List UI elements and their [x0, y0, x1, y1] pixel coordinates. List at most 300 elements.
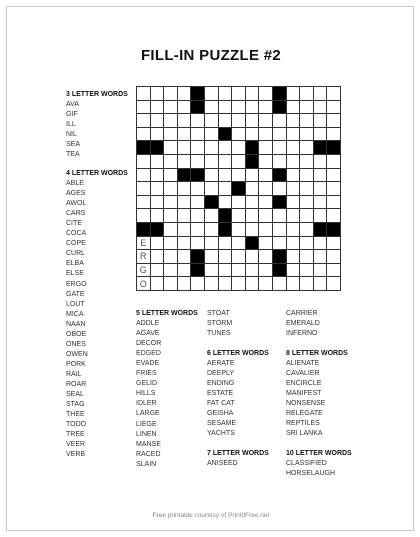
- word-list-item: DECOR: [136, 340, 162, 348]
- grid-cell[interactable]: [259, 128, 273, 142]
- grid-cell[interactable]: [314, 169, 328, 183]
- grid-cell[interactable]: [151, 114, 165, 128]
- grid-cell[interactable]: [137, 128, 151, 142]
- word-list-item: AGAVE: [136, 330, 160, 338]
- grid-cell[interactable]: [219, 141, 233, 155]
- word-list-item: STAG: [66, 401, 85, 409]
- grid-cell[interactable]: [246, 182, 260, 196]
- grid-block: [314, 223, 328, 237]
- grid-cell[interactable]: [314, 209, 328, 223]
- grid-cell[interactable]: [178, 237, 192, 251]
- grid-cell[interactable]: [259, 141, 273, 155]
- word-list-item: TREE: [66, 431, 85, 439]
- word-list-item: RELEGATE: [286, 410, 323, 418]
- grid-cell[interactable]: [246, 169, 260, 183]
- grid-cell[interactable]: [164, 155, 178, 169]
- grid-cell[interactable]: R: [137, 250, 151, 264]
- grid-cell[interactable]: [232, 209, 246, 223]
- grid-cell[interactable]: [151, 209, 165, 223]
- grid-block: [205, 196, 219, 210]
- word-list-item: ELSE: [66, 270, 84, 278]
- grid-cell[interactable]: [205, 155, 219, 169]
- puzzle-grid: [136, 86, 341, 291]
- word-list-item: VERB: [66, 451, 86, 459]
- grid-cell[interactable]: [273, 209, 287, 223]
- grid-cell[interactable]: [219, 264, 233, 278]
- word-list-item: RACED: [136, 450, 161, 458]
- grid-cell[interactable]: [259, 223, 273, 237]
- grid-cell[interactable]: [191, 128, 205, 142]
- grid-cell[interactable]: [259, 169, 273, 183]
- grid-cell[interactable]: [273, 182, 287, 196]
- grid-cell[interactable]: [300, 223, 314, 237]
- grid-cell[interactable]: [178, 128, 192, 142]
- grid-cell[interactable]: [205, 277, 219, 291]
- grid-cell[interactable]: [219, 182, 233, 196]
- grid-cell[interactable]: [246, 250, 260, 264]
- grid-cell[interactable]: [191, 209, 205, 223]
- four-letter-word-list: [66, 169, 128, 460]
- word-list-item: YACHTS: [207, 430, 235, 438]
- word-list-item: GATE: [66, 290, 85, 298]
- word-list-item: FAT CAT: [207, 400, 235, 408]
- grid-cell[interactable]: [327, 264, 341, 278]
- grid-cell[interactable]: [273, 237, 287, 251]
- word-list-header: 4 LETTER WORDS: [66, 170, 128, 177]
- grid-cell[interactable]: [246, 114, 260, 128]
- grid-cell[interactable]: [287, 209, 301, 223]
- grid-block: [273, 196, 287, 210]
- grid-cell[interactable]: [219, 196, 233, 210]
- grid-cell[interactable]: [191, 237, 205, 251]
- grid-block: [178, 169, 192, 183]
- grid-cell[interactable]: [151, 101, 165, 115]
- grid-cell[interactable]: [300, 87, 314, 101]
- grid-cell[interactable]: [232, 155, 246, 169]
- grid-cell[interactable]: [178, 264, 192, 278]
- grid-cell[interactable]: [191, 223, 205, 237]
- grid-cell[interactable]: [314, 250, 328, 264]
- grid-cell[interactable]: [219, 101, 233, 115]
- grid-cell[interactable]: [287, 101, 301, 115]
- grid-cell[interactable]: [314, 277, 328, 291]
- grid-cell[interactable]: [327, 128, 341, 142]
- word-list-item: HILLS: [136, 390, 156, 398]
- grid-cell[interactable]: [219, 155, 233, 169]
- grid-cell[interactable]: [273, 277, 287, 291]
- grid-cell[interactable]: G: [137, 264, 151, 278]
- grid-cell[interactable]: [246, 87, 260, 101]
- word-list-item: ERGO: [66, 280, 87, 288]
- grid-cell[interactable]: [246, 223, 260, 237]
- grid-block: [191, 101, 205, 115]
- grid-cell[interactable]: [287, 141, 301, 155]
- grid-cell[interactable]: [178, 209, 192, 223]
- grid-cell[interactable]: [300, 169, 314, 183]
- grid-cell[interactable]: [205, 250, 219, 264]
- grid-cell[interactable]: [205, 169, 219, 183]
- seven-letter-word-list-continued: [286, 309, 320, 339]
- grid-cell[interactable]: [232, 250, 246, 264]
- grid-cell[interactable]: [259, 155, 273, 169]
- word-list-header: 5 LETTER WORDS: [136, 310, 198, 317]
- grid-cell[interactable]: [287, 277, 301, 291]
- grid-cell[interactable]: [259, 250, 273, 264]
- grid-cell[interactable]: [191, 182, 205, 196]
- grid-cell[interactable]: [314, 237, 328, 251]
- grid-cell[interactable]: [232, 87, 246, 101]
- grid-cell[interactable]: [259, 237, 273, 251]
- grid-cell[interactable]: [259, 196, 273, 210]
- grid-cell[interactable]: [164, 87, 178, 101]
- grid-block: [232, 182, 246, 196]
- grid-cell[interactable]: [151, 182, 165, 196]
- grid-cell[interactable]: [178, 141, 192, 155]
- grid-block: [273, 101, 287, 115]
- grid-cell[interactable]: [246, 277, 260, 291]
- grid-cell[interactable]: [327, 209, 341, 223]
- grid-cell[interactable]: [314, 87, 328, 101]
- word-list-item: TODO: [66, 421, 87, 429]
- grid-block: [191, 87, 205, 101]
- puzzle-sheet: [6, 6, 414, 531]
- grid-cell[interactable]: [191, 277, 205, 291]
- grid-cell[interactable]: [300, 114, 314, 128]
- grid-cell[interactable]: [151, 128, 165, 142]
- grid-cell[interactable]: [151, 196, 165, 210]
- grid-cell[interactable]: [287, 223, 301, 237]
- grid-block: [151, 223, 165, 237]
- word-list-item: HORSELAUGH: [286, 470, 336, 478]
- word-list-item: CARRIER: [286, 310, 318, 317]
- grid-cell[interactable]: [164, 101, 178, 115]
- grid-cell[interactable]: [300, 141, 314, 155]
- grid-cell[interactable]: [273, 141, 287, 155]
- word-list-item: ENDING: [207, 380, 235, 388]
- grid-cell[interactable]: [287, 87, 301, 101]
- grid-cell[interactable]: [205, 141, 219, 155]
- word-list-item: ILL: [66, 121, 76, 129]
- grid-cell[interactable]: [205, 237, 219, 251]
- grid-block: [327, 141, 341, 155]
- grid-cell[interactable]: [246, 128, 260, 142]
- grid-cell[interactable]: [287, 237, 301, 251]
- grid-cell[interactable]: [327, 250, 341, 264]
- grid-cell[interactable]: [259, 87, 273, 101]
- grid-cell[interactable]: [232, 237, 246, 251]
- grid-block: [273, 169, 287, 183]
- grid-cell[interactable]: [205, 87, 219, 101]
- grid-cell[interactable]: [232, 128, 246, 142]
- grid-cell[interactable]: [259, 277, 273, 291]
- grid-cell[interactable]: [327, 169, 341, 183]
- word-list-item: THEE: [66, 411, 85, 419]
- grid-cell[interactable]: [314, 128, 328, 142]
- grid-cell[interactable]: [178, 101, 192, 115]
- word-list-item: EDGED: [136, 350, 161, 358]
- grid-cell[interactable]: [314, 196, 328, 210]
- grid-block: [314, 141, 328, 155]
- word-list-item: TEA: [66, 151, 80, 159]
- grid-cell[interactable]: [164, 182, 178, 196]
- grid-cell[interactable]: [327, 237, 341, 251]
- word-list-header: 6 LETTER WORDS: [207, 350, 269, 357]
- grid-cell[interactable]: [246, 209, 260, 223]
- grid-cell[interactable]: [151, 155, 165, 169]
- grid-cell[interactable]: [205, 209, 219, 223]
- grid-cell[interactable]: [205, 264, 219, 278]
- word-list-item: VEER: [66, 441, 86, 449]
- word-list-item: GIF: [66, 111, 78, 119]
- grid-cell[interactable]: [219, 87, 233, 101]
- grid-block: [273, 87, 287, 101]
- word-list-item: MANSE: [136, 440, 161, 448]
- word-list-item: AERATE: [207, 360, 235, 368]
- grid-cell[interactable]: [300, 182, 314, 196]
- grid-block: [246, 155, 260, 169]
- grid-cell[interactable]: [137, 169, 151, 183]
- word-list-item: AGES: [66, 190, 86, 198]
- word-list-item: ROAR: [66, 380, 87, 388]
- word-list-item: PORK: [66, 360, 86, 368]
- grid-cell[interactable]: [137, 182, 151, 196]
- grid-cell[interactable]: [205, 182, 219, 196]
- grid-cell[interactable]: [314, 182, 328, 196]
- grid-cell[interactable]: [191, 155, 205, 169]
- word-list-item: EVADE: [136, 360, 160, 368]
- grid-cell[interactable]: [327, 155, 341, 169]
- grid-block: [191, 264, 205, 278]
- word-list-item: NIL: [66, 131, 77, 139]
- grid-cell[interactable]: [300, 196, 314, 210]
- eight-letter-word-list: [286, 349, 348, 439]
- grid-cell[interactable]: [178, 155, 192, 169]
- grid-cell[interactable]: [164, 141, 178, 155]
- grid-cell[interactable]: [191, 141, 205, 155]
- grid-cell[interactable]: [246, 196, 260, 210]
- grid-cell[interactable]: [273, 114, 287, 128]
- word-list-item: CURL: [66, 250, 86, 258]
- grid-cell[interactable]: [327, 87, 341, 101]
- grid-cell[interactable]: [151, 277, 165, 291]
- word-list-item: RAIL: [66, 370, 82, 378]
- grid-block: [219, 209, 233, 223]
- grid-block: [191, 250, 205, 264]
- word-list-item: GELID: [136, 380, 158, 388]
- grid-cell[interactable]: [300, 277, 314, 291]
- word-list-item: STOAT: [207, 310, 230, 317]
- grid-cell[interactable]: [287, 155, 301, 169]
- word-list-item: NONSENSE: [286, 400, 326, 408]
- grid-cell[interactable]: [273, 128, 287, 142]
- grid-cell[interactable]: [219, 237, 233, 251]
- grid-cell[interactable]: [273, 223, 287, 237]
- word-list-item: ABLE: [66, 180, 84, 188]
- grid-cell[interactable]: [137, 87, 151, 101]
- seven-letter-word-list: [207, 449, 269, 469]
- grid-cell[interactable]: [327, 277, 341, 291]
- word-list-item: COCA: [66, 230, 87, 238]
- word-list-item: CARS: [66, 210, 86, 218]
- word-list-item: AVA: [66, 101, 79, 109]
- grid-cell[interactable]: [219, 250, 233, 264]
- grid-cell[interactable]: [178, 196, 192, 210]
- grid-cell[interactable]: [287, 264, 301, 278]
- grid-cell[interactable]: O: [137, 277, 151, 291]
- grid-cell[interactable]: [219, 114, 233, 128]
- word-list-item: TUNES: [207, 330, 231, 338]
- grid-block: [191, 169, 205, 183]
- grid-block: [137, 141, 151, 155]
- grid-cell[interactable]: [300, 264, 314, 278]
- word-list-header: 10 LETTER WORDS: [286, 450, 352, 457]
- six-letter-word-list: [207, 349, 269, 439]
- grid-block: [219, 128, 233, 142]
- grid-cell[interactable]: [151, 250, 165, 264]
- grid-cell[interactable]: [219, 169, 233, 183]
- ten-letter-word-list: [286, 449, 352, 479]
- grid-cell[interactable]: [300, 250, 314, 264]
- grid-block: [219, 223, 233, 237]
- word-list-item: GEISHA: [207, 410, 234, 418]
- word-list-item: LARGE: [136, 410, 160, 418]
- grid-cell[interactable]: [327, 101, 341, 115]
- grid-cell[interactable]: [287, 128, 301, 142]
- word-list-header: 8 LETTER WORDS: [286, 350, 348, 357]
- grid-cell[interactable]: [259, 209, 273, 223]
- grid-cell[interactable]: [259, 101, 273, 115]
- grid-cell[interactable]: [300, 237, 314, 251]
- grid-cell[interactable]: [300, 209, 314, 223]
- word-list-item: SESAME: [207, 420, 237, 428]
- grid-cell[interactable]: [232, 264, 246, 278]
- word-list-item: SEA: [66, 141, 81, 149]
- grid-cell[interactable]: [164, 196, 178, 210]
- grid-cell[interactable]: [137, 114, 151, 128]
- grid-cell[interactable]: [259, 182, 273, 196]
- grid-cell[interactable]: [232, 223, 246, 237]
- grid-block: [327, 223, 341, 237]
- grid-cell[interactable]: [232, 114, 246, 128]
- grid-cell[interactable]: [151, 87, 165, 101]
- grid-cell[interactable]: [246, 264, 260, 278]
- grid-cell[interactable]: [178, 277, 192, 291]
- grid-block: [137, 223, 151, 237]
- grid-cell[interactable]: [164, 128, 178, 142]
- grid-cell[interactable]: [287, 196, 301, 210]
- grid-cell[interactable]: [232, 141, 246, 155]
- grid-cell[interactable]: [246, 101, 260, 115]
- word-list-item: OBOE: [66, 330, 87, 338]
- word-list-item: NAAN: [66, 320, 86, 328]
- grid-block: [151, 141, 165, 155]
- grid-cell[interactable]: [137, 101, 151, 115]
- grid-cell[interactable]: [287, 114, 301, 128]
- grid-cell[interactable]: [151, 264, 165, 278]
- word-list-item: LIEGE: [136, 420, 157, 428]
- grid-cell[interactable]: [151, 169, 165, 183]
- grid-cell[interactable]: [137, 155, 151, 169]
- grid-cell[interactable]: [287, 169, 301, 183]
- grid-cell[interactable]: [314, 264, 328, 278]
- word-list-item: ESTATE: [207, 390, 234, 398]
- grid-cell[interactable]: [259, 264, 273, 278]
- grid-cell[interactable]: [327, 114, 341, 128]
- grid-cell[interactable]: [232, 169, 246, 183]
- word-list-item: OWEN: [66, 350, 88, 358]
- grid-cell[interactable]: [164, 223, 178, 237]
- word-list-item: ELBA: [66, 260, 84, 268]
- word-list-item: DEEPLY: [207, 370, 235, 378]
- grid-cell[interactable]: [314, 101, 328, 115]
- grid-cell[interactable]: [287, 250, 301, 264]
- grid-cell[interactable]: [178, 223, 192, 237]
- word-list-item: MICA: [66, 310, 84, 318]
- grid-cell[interactable]: [205, 128, 219, 142]
- grid-cell[interactable]: [178, 182, 192, 196]
- grid-cell[interactable]: [314, 155, 328, 169]
- grid-cell[interactable]: [327, 196, 341, 210]
- word-list-item: EMERALD: [286, 320, 320, 328]
- grid-cell[interactable]: [327, 182, 341, 196]
- grid-cell[interactable]: [164, 209, 178, 223]
- page-title: FILL-IN PUZZLE #2: [140, 47, 282, 64]
- grid-cell[interactable]: [300, 128, 314, 142]
- grid-cell[interactable]: [178, 114, 192, 128]
- grid-cell[interactable]: [205, 114, 219, 128]
- grid-cell[interactable]: [232, 196, 246, 210]
- grid-cell[interactable]: [164, 250, 178, 264]
- grid-cell[interactable]: [205, 223, 219, 237]
- grid-cell[interactable]: [191, 114, 205, 128]
- grid-cell[interactable]: [259, 114, 273, 128]
- word-list-item: ANISEED: [207, 460, 238, 468]
- grid-cell[interactable]: [178, 87, 192, 101]
- five-letter-word-list: [136, 309, 198, 470]
- grid-cell[interactable]: [232, 277, 246, 291]
- grid-cell[interactable]: [164, 169, 178, 183]
- grid-cell[interactable]: [137, 196, 151, 210]
- grid-cell[interactable]: [273, 155, 287, 169]
- grid-cell[interactable]: [164, 237, 178, 251]
- grid-cell[interactable]: [178, 250, 192, 264]
- five-letter-word-list-continued: [207, 309, 232, 339]
- grid-cell[interactable]: [164, 277, 178, 291]
- word-list-item: FRIES: [136, 370, 157, 378]
- grid-cell[interactable]: [300, 155, 314, 169]
- word-list-item: CITE: [66, 220, 82, 228]
- word-list-item: MANIFEST: [286, 390, 322, 398]
- word-list-header: 7 LETTER WORDS: [207, 450, 269, 457]
- grid-cell[interactable]: [314, 114, 328, 128]
- grid-cell[interactable]: [205, 101, 219, 115]
- grid-cell[interactable]: [287, 182, 301, 196]
- word-list-item: LINEN: [136, 430, 157, 438]
- word-list-item: SRI LANKA: [286, 430, 323, 438]
- grid-cell[interactable]: [191, 196, 205, 210]
- grid-cell[interactable]: [164, 264, 178, 278]
- grid-cell[interactable]: [151, 237, 165, 251]
- word-list-item: INFERNO: [286, 330, 318, 338]
- grid-cell[interactable]: [219, 277, 233, 291]
- grid-cell[interactable]: [232, 101, 246, 115]
- word-list-item: REPTILES: [286, 420, 320, 428]
- grid-cell[interactable]: E: [137, 237, 151, 251]
- grid-cell[interactable]: [300, 101, 314, 115]
- grid-cell[interactable]: [164, 114, 178, 128]
- word-list-item: CAVALIER: [286, 370, 320, 378]
- grid-cell[interactable]: [137, 209, 151, 223]
